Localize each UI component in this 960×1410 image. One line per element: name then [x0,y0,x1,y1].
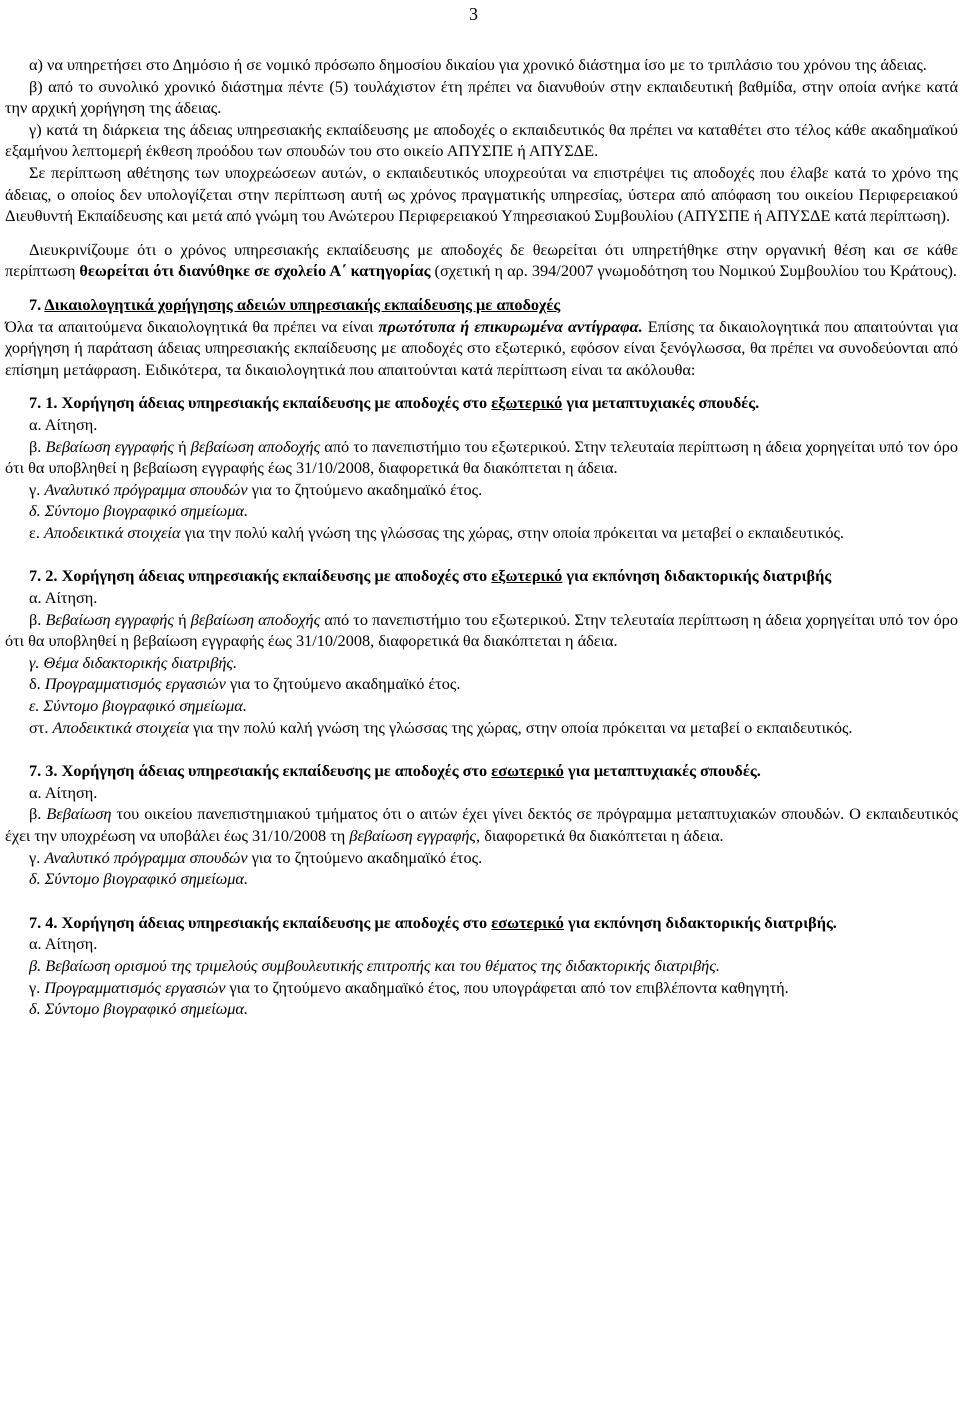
s72-head-underline: εξωτερικό [491,566,563,586]
paragraph-clarification [5,239,958,282]
clarification-text: Διευκρινίζουμε ότι ο χρόνος υπηρεσιακής εκπαίδευσης με αποδοχές δε θεωρείται ότι υπηρετήθηκε στην οργανική θέση και σε κάθε περίπτωση [5,239,958,281]
section-7-heading [5,294,958,316]
s73-b-mid: του οικείου πανεπιστημιακού τμήματος ότι ο αιτών έχει γίνει δεκτός σε πρόγραμμα μεταπτυχιακών σπουδών. Ο εκπαιδευτικός έχει την υποχρέωση να υποβάλει έως 31/10/2008 τη [5,804,958,845]
s71-head-tail: για μεταπτυχιακές σπουδές. [562,393,760,413]
s72-item-e [5,695,958,717]
s73-item-a: α. Αίτηση. [29,782,98,802]
s74-head: 7. 4. Χορήγηση άδειας υπηρεσιακής εκπαίδευσης με αποδοχές στο [29,912,492,932]
s72-b-prefix: β. [29,609,46,629]
s72-f-italic: Αποδεικτικά στοιχεία [52,717,189,737]
section-7-3-heading [5,760,958,782]
s74-b-italic: β. Βεβαίωση ορισμού της τριμελούς συμβουλευτικής επιτροπής και του θέματος της διδακτορικής διατριβής. [29,955,720,975]
paragraph-a: α) να υπηρετήσει στο Δημόσιο ή σε νομικό πρόσωπο δημοσίου δικαίου για χρονικό διάστημα ίσο με το τριπλάσιο του χρόνου της άδειας. [29,55,927,74]
s71-item-b [5,436,958,479]
s72-item-c [5,652,958,674]
clarification-bold: θεωρείται ότι διανύθηκε σε σχολείο Α΄ κατηγορίας [79,261,431,281]
s73-c-prefix: γ. [29,847,45,867]
s73-head: 7. 3. Χορήγηση άδειας υπηρεσιακής εκπαίδευσης με αποδοχές στο [29,761,492,781]
s71-item-e [5,522,958,544]
section-7-intro [5,316,958,381]
s73-head-tail: για μεταπτυχιακές σπουδές. [563,761,761,781]
s72-item-f [5,717,958,739]
section-7-1-heading [5,392,958,414]
s71-b-prefix: β. [29,436,46,456]
s73-b-prefix: β. [29,804,47,824]
s72-d-italic: Προγραμματισμός εργασιών [44,674,226,694]
s72-f-rest: για την πολύ καλή γνώση της γλώσσας της χώρας, στην οποία πρόκειται να μεταβεί ο εκπαιδευτικός. [188,717,853,737]
s73-head-underline: εσωτερικό [491,761,564,781]
s71-b-mid: ή [174,436,191,456]
s71-e-prefix: ε. [29,522,44,542]
s74-c-prefix: γ. [29,977,45,997]
s72-b-italic2: βεβαίωση αποδοχής [190,609,321,629]
s71-head: 7. 1. Χορήγηση άδειας υπηρεσιακής εκπαίδευσης με αποδοχές στο [29,393,492,413]
s74-head-tail: για εκπόνηση διδακτορικής διατριβής. [563,912,837,932]
s74-item-d [5,998,958,1020]
s72-b-italic: Βεβαίωση εγγραφής [45,609,174,629]
section-7-2-heading [5,565,958,587]
s71-b-rest: από το πανεπιστήμιο του εξωτερικού. Στην τελευταία περίπτωση η άδεια χορηγείται υπό τον όρο ότι θα υποβληθεί η βεβαίωση εγγραφής έως 31/10/2008, διαφορετικά θα διακόπτεται η άδεια. [5,436,958,478]
s72-item-d [5,673,958,695]
s74-c-rest: για το ζητούμενο ακαδημαϊκό έτος, που υπογράφεται από τον επιβλέποντα καθηγητή. [225,977,789,997]
section-7-title: Δικαιολογητικά χορήγησης αδειών υπηρεσιακής εκπαίδευσης με αποδοχές [44,294,561,314]
s72-item-a: α. Αίτηση. [29,588,98,608]
s71-e-italic: Αποδεικτικά στοιχεία [43,522,181,542]
s71-c-italic: Αναλυτικό πρόγραμμα σπουδών [44,479,248,499]
s72-d-prefix: δ. [29,674,45,694]
s74-item-a: α. Αίτηση. [29,934,98,954]
s73-b-italic: Βεβαίωση [46,804,112,824]
s72-c-italic: γ. Θέμα διδακτορικής διατριβής. [29,652,238,672]
s72-e-italic: ε. Σύντομο βιογραφικό σημείωμα. [29,696,247,716]
s71-item-c [5,479,958,501]
document-body [5,54,958,1020]
s71-b-italic2: βεβαίωση αποδοχής [190,436,321,456]
intro-bold: πρωτότυπα ή επικυρωμένα αντίγραφα. [378,316,643,336]
s73-b-italic2: βεβαίωση εγγραφής [349,826,477,845]
s72-b-mid: ή [174,609,191,629]
intro-text: Όλα τα απαιτούμενα δικαιολογητικά θα πρέπει να είναι [5,316,379,336]
s73-b-rest: , διαφορετικά θα διακόπτεται η άδεια. [476,826,724,845]
s71-c-rest: για το ζητούμενο ακαδημαϊκό έτος. [247,479,483,499]
s71-d-italic: δ. Σύντομο βιογραφικό σημείωμα. [29,501,249,521]
s73-d-italic: δ. Σύντομο βιογραφικό σημείωμα. [29,869,249,889]
s71-b-italic: Βεβαίωση εγγραφής [45,436,174,456]
s72-d-rest: για το ζητούμενο ακαδημαϊκό έτος. [225,674,461,694]
s72-head-tail: για εκπόνηση διδακτορικής διατριβής [562,566,832,586]
s71-item-a: α. Αίτηση. [29,414,98,434]
intro-tail: Επίσης τα δικαιολογητικά που απαιτούνται για χορήγηση ή παράταση άδειας υπηρεσιακής εκπαίδευσης με αποδοχές στο εξωτερικό, εφόσον είναι ξενόγλωσσα, θα πρέπει να συνοδεύονται από επίσημη μετάφραση. Ειδικότερα, τα δικαιολογητικά που απαιτούνται κατά περίπτωση είναι τα ακόλουθα: [5,316,958,379]
s74-d-italic: δ. Σύντομο βιογραφικό σημείωμα. [29,999,249,1019]
s73-c-italic: Αναλυτικό πρόγραμμα σπουδών [44,847,248,867]
paragraph-b: β) από το συνολικό χρονικό διάστημα πέντε (5) τουλάχιστον έτη πρέπει να διανυθούν στην εκπαιδευτική βαθμίδα, στην οποία ανήκε κατά την αρχική χορήγηση της άδειας. [5,76,958,118]
s71-e-rest: για την πολύ καλή γνώση της γλώσσας της χώρας, στην οποία πρόκειται να μεταβεί ο εκπαιδευτικός. [180,522,844,542]
s74-c-italic: Προγραμματισμός εργασιών [44,977,226,997]
s73-item-c [5,847,958,869]
s74-head-underline: εσωτερικό [491,912,564,932]
section-7-4-heading [5,912,958,934]
s71-head-underline: εξωτερικό [491,393,563,413]
clarification-tail: (σχετική η αρ. 394/2007 γνωμοδότηση του Νομικού Συμβουλίου του Κράτους). [430,261,957,281]
s74-item-b [5,955,958,977]
paragraph-penalty: Σε περίπτωση αθέτησης των υποχρεώσεων αυτών, ο εκπαιδευτικός υποχρεούται να επιστρέψει τις αποδοχές που έλαβε κατά το χρόνο της άδειας, ο οποίος δεν υπολογίζεται στην περίπτωση αυτή ως χρόνος πραγματικής υπηρεσίας, ύστερα από απόφαση του οικείου Περιφερειακού Διευθυντή Εκπαίδευσης και μετά από γνώμη του Ανώτερου Περιφερειακού Υπηρεσιακού Συμβουλίου (ΑΠΥΣΠΕ ή ΑΠΥΣΔΕ κατά περίπτωση). [5,162,958,226]
s72-b-rest: από το πανεπιστήμιο του εξωτερικού. Στην τελευταία περίπτωση η άδεια χορηγείται υπό τον όρο ότι θα υποβληθεί η βεβαίωση εγγραφής έως 31/10/2008, διαφορετικά θα διακόπτεται η άδεια. [5,609,958,651]
s74-item-c [5,977,958,999]
s71-c-prefix: γ. [29,479,45,499]
s73-item-b [5,803,958,846]
s71-item-d [5,500,958,522]
s73-c-rest: για το ζητούμενο ακαδημαϊκό έτος. [247,847,483,867]
s73-item-d [5,868,958,890]
s72-head: 7. 2. Χορήγηση άδειας υπηρεσιακής εκπαίδευσης με αποδοχές στο [29,566,492,586]
s72-f-prefix: στ. [29,717,53,737]
paragraph-c: γ) κατά τη διάρκεια της άδειας υπηρεσιακής εκπαίδευσης με αποδοχές ο εκπαιδευτικός θα πρέπει να καταθέτει στο τέλος κάθε ακαδημαϊκού εξαμήνου λεπτομερή έκθεση προόδου των σπουδών του στο οικείο ΑΠΥΣΠΕ ή ΑΠΥΣΔΕ. [5,119,958,161]
section-7-number: 7. [29,294,45,314]
s72-item-b [5,609,958,652]
